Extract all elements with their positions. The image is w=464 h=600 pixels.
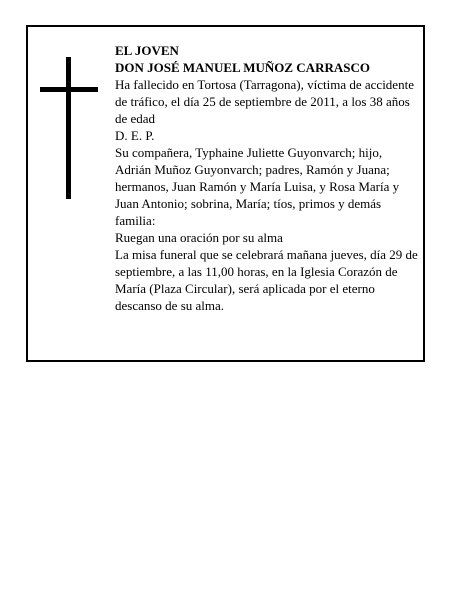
cross-icon — [40, 57, 98, 199]
death-info: Ha fallecido en Tortosa (Tarragona), víctima de accidente de tráfico, el día 25 de septiembre de 2011, a los 38 años de edad — [115, 77, 414, 126]
obituary-notice — [26, 25, 425, 362]
family-list: Su compañera, Typhaine Juliette Guyonvarch; hijo, Adrián Muñoz Guyonvarch; padres, Ramón y Juana; hermanos, Juan Ramón y María Luisa, y Rosa María y Juan Antonio; sobrina, María; tíos, primos y demás familia: — [115, 145, 400, 228]
cross-vertical-bar — [66, 57, 71, 199]
heading-line-1: EL JOVEN — [115, 43, 179, 58]
rip-text: D. E. P. — [115, 128, 155, 143]
cross-horizontal-bar — [40, 87, 98, 92]
notice-text — [115, 42, 419, 314]
prayer-request: Ruegan una oración por su alma — [115, 230, 283, 245]
funeral-info: La misa funeral que se celebrará mañana jueves, día 29 de septiembre, a las 11,00 horas, en la Iglesia Corazón de María (Plaza Circular), será aplicada por el eterno descanso de su alma. — [115, 247, 418, 313]
deceased-name: DON JOSÉ MANUEL MUÑOZ CARRASCO — [115, 60, 370, 75]
